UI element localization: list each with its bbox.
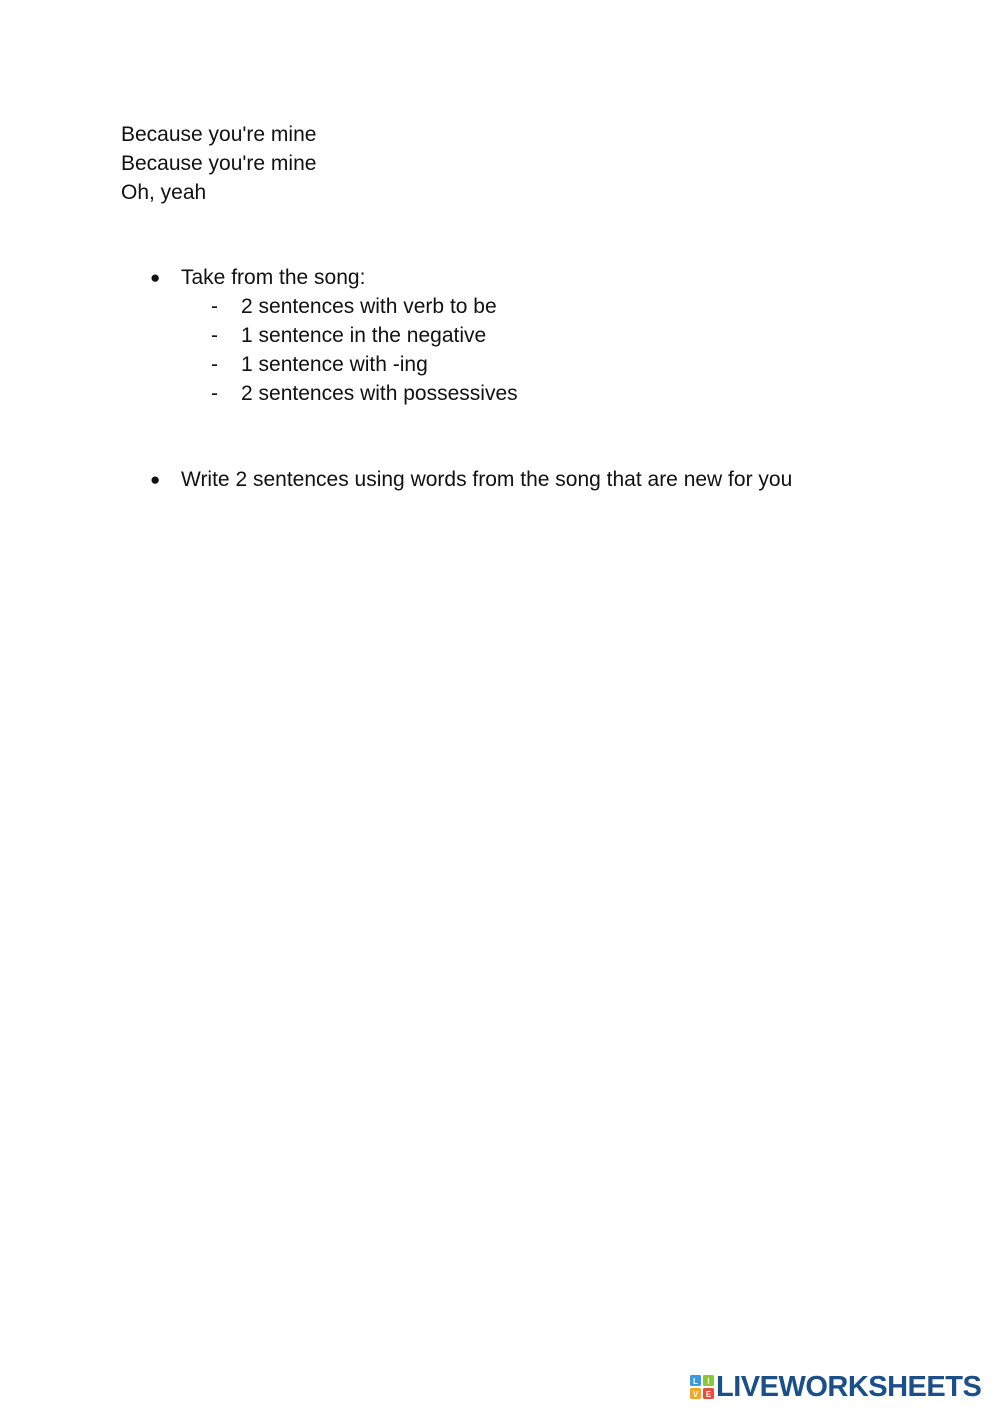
task-bullet-write xyxy=(150,465,792,494)
task-write-text: Write 2 sentences using words from the song that are new for you xyxy=(181,468,793,491)
liveworksheets-watermark xyxy=(690,1372,981,1402)
svg-text:E: E xyxy=(705,1390,712,1399)
svg-text:V: V xyxy=(692,1390,699,1399)
lyric-line: Oh, yeah xyxy=(121,181,207,204)
bullet-icon: ● xyxy=(150,470,161,489)
lyrics-block xyxy=(121,120,316,207)
dash-icon: - xyxy=(211,382,218,405)
lyric-line: Because you're mine xyxy=(121,123,317,146)
sub-list-item xyxy=(211,292,518,321)
liveworksheets-logo-icon xyxy=(690,1375,714,1399)
sub-item-text: 2 sentences with verb to be xyxy=(241,295,497,318)
watermark-text: LIVEWORKSHEETS xyxy=(716,1371,982,1403)
sub-item-text: 1 sentence in the negative xyxy=(241,324,487,347)
svg-text:I: I xyxy=(707,1377,710,1386)
task-take-text: Take from the song: xyxy=(181,266,366,289)
sub-item-text: 2 sentences with possessives xyxy=(241,382,518,405)
lyric-line: Because you're mine xyxy=(121,152,317,175)
dash-icon: - xyxy=(211,295,218,318)
dash-icon: - xyxy=(211,353,218,376)
dash-icon: - xyxy=(211,324,218,347)
bullet-icon: ● xyxy=(150,268,161,287)
sub-item-text: 1 sentence with -ing xyxy=(241,353,428,376)
task-bullet-take xyxy=(150,263,365,292)
task-sub-list xyxy=(211,292,518,408)
sub-list-item xyxy=(211,321,518,350)
sub-list-item xyxy=(211,350,518,379)
svg-text:L: L xyxy=(693,1377,698,1386)
sub-list-item xyxy=(211,379,518,408)
